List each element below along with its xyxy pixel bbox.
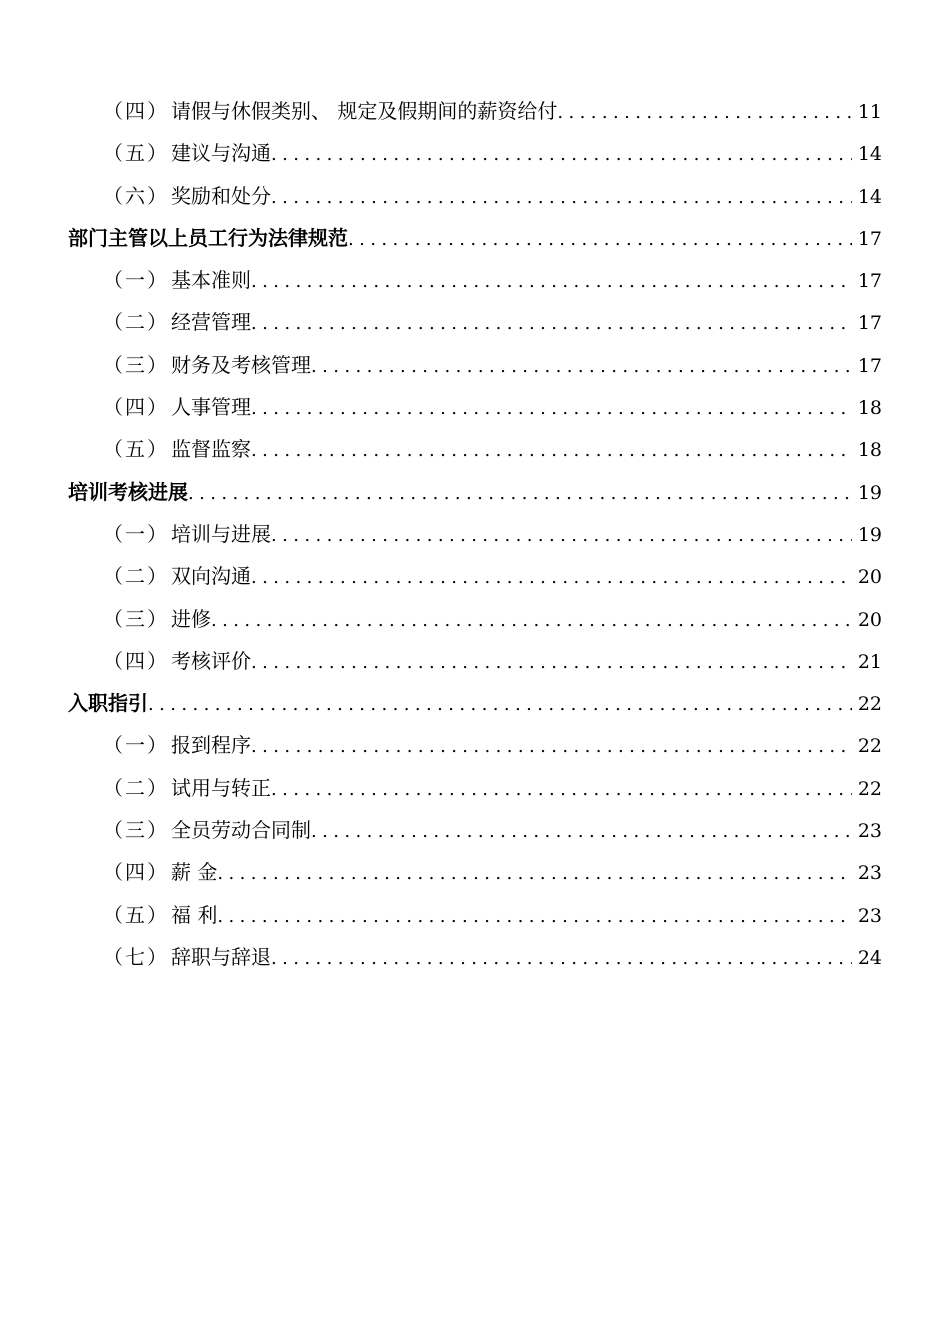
toc-entry[interactable] xyxy=(0,301,950,343)
toc-page-number: 22 xyxy=(857,735,882,758)
toc-entry-number: （四） xyxy=(103,395,169,420)
toc-dot-leader xyxy=(271,515,852,555)
toc-entry-title: 辞职与辞退 xyxy=(171,944,271,969)
toc-entry-title: 请假与休假类别、 规定及假期间的薪资给付 xyxy=(171,99,558,123)
toc-page-number: 24 xyxy=(857,946,882,969)
toc-page-number: 11 xyxy=(857,101,882,123)
toc-entry-number: （二） xyxy=(103,775,169,800)
toc-entry[interactable] xyxy=(0,175,950,217)
toc-page-number: 23 xyxy=(857,862,882,885)
toc-dot-leader xyxy=(348,219,852,259)
toc-entry-title: 监督监察 xyxy=(171,437,251,462)
toc-dot-leader xyxy=(188,473,852,513)
toc-entry-number: （五） xyxy=(103,437,169,462)
toc-entry-number: （六） xyxy=(103,183,169,208)
toc-page-number: 18 xyxy=(857,397,882,420)
toc-entry-number: （一） xyxy=(103,268,169,293)
toc-dot-leader xyxy=(251,430,852,470)
table-of-contents xyxy=(0,90,950,978)
toc-entry[interactable] xyxy=(0,386,950,428)
toc-entry[interactable] xyxy=(0,809,950,851)
toc-page-number: 23 xyxy=(857,904,882,927)
toc-page-number: 17 xyxy=(857,227,882,250)
toc-page-number: 22 xyxy=(857,777,882,800)
toc-entry-number: （三） xyxy=(103,606,169,631)
toc-page-number: 20 xyxy=(857,566,882,589)
toc-entry-number: （四） xyxy=(103,99,169,123)
toc-entry-number: （三） xyxy=(103,818,169,843)
toc-chapter-entry[interactable] xyxy=(0,682,950,724)
toc-dot-leader xyxy=(217,896,851,936)
toc-dot-leader xyxy=(251,557,852,597)
toc-page-number: 22 xyxy=(857,693,882,716)
toc-entry-number: （二） xyxy=(103,310,169,335)
toc-dot-leader xyxy=(217,853,851,893)
toc-page-number: 17 xyxy=(857,312,882,335)
toc-entry-title: 经营管理 xyxy=(171,310,251,335)
toc-page-number: 20 xyxy=(857,608,882,631)
toc-page-number: 14 xyxy=(857,143,882,166)
toc-entry-title: 财务及考核管理 xyxy=(171,352,311,377)
toc-entry[interactable] xyxy=(0,851,950,893)
toc-chapter-title: 入职指引 xyxy=(68,691,148,716)
toc-chapter-title: 培训考核进展 xyxy=(68,479,188,504)
toc-entry-number: （五） xyxy=(103,141,169,166)
toc-entry-title: 薪 金 xyxy=(171,860,218,885)
toc-entry-title: 培训与进展 xyxy=(171,521,271,546)
toc-entry-title: 双向沟通 xyxy=(171,564,251,589)
toc-entry[interactable] xyxy=(0,90,950,132)
toc-dot-leader xyxy=(311,346,852,386)
toc-dot-leader xyxy=(251,303,852,343)
toc-entry[interactable] xyxy=(0,344,950,386)
toc-entry[interactable] xyxy=(0,640,950,682)
toc-entry[interactable] xyxy=(0,598,950,640)
toc-dot-leader xyxy=(148,684,852,724)
toc-entry-title: 进修 xyxy=(171,606,211,631)
toc-entry[interactable] xyxy=(0,132,950,174)
toc-entry-title: 试用与转正 xyxy=(171,775,271,800)
toc-entry-title: 基本准则 xyxy=(171,268,251,293)
toc-chapter-entry[interactable] xyxy=(0,217,950,259)
toc-page-number: 19 xyxy=(857,523,882,546)
toc-entry[interactable] xyxy=(0,724,950,766)
toc-entry[interactable] xyxy=(0,894,950,936)
toc-entry[interactable] xyxy=(0,428,950,470)
toc-chapter-entry[interactable] xyxy=(0,471,950,513)
toc-dot-leader xyxy=(271,134,852,174)
toc-dot-leader xyxy=(311,811,852,851)
toc-entry-number: （五） xyxy=(103,902,169,927)
toc-entry-number: （七） xyxy=(103,944,169,969)
toc-dot-leader xyxy=(251,642,852,682)
toc-entry-number: （四） xyxy=(103,860,169,885)
toc-chapter-title: 部门主管以上员工行为法律规范 xyxy=(68,225,348,250)
toc-page-number: 21 xyxy=(857,650,882,673)
toc-entry-title: 考核评价 xyxy=(171,648,251,673)
toc-entry-number: （三） xyxy=(103,352,169,377)
toc-dot-leader xyxy=(251,726,852,766)
toc-entry-title: 报到程序 xyxy=(171,733,251,758)
toc-dot-leader xyxy=(271,769,852,809)
toc-entry[interactable] xyxy=(0,936,950,978)
toc-page-number: 18 xyxy=(857,439,882,462)
toc-entry-title: 建议与沟通 xyxy=(171,141,271,166)
toc-entry-title: 福 利 xyxy=(171,902,218,927)
toc-page-number: 14 xyxy=(857,185,882,208)
toc-entry[interactable] xyxy=(0,513,950,555)
toc-page-number: 19 xyxy=(857,481,882,504)
toc-entry-number: （一） xyxy=(103,521,169,546)
toc-dot-leader xyxy=(271,938,852,978)
toc-entry[interactable] xyxy=(0,767,950,809)
toc-page-number: 23 xyxy=(857,820,882,843)
toc-entry-title: 全员劳动合同制 xyxy=(171,818,311,843)
toc-entry[interactable] xyxy=(0,259,950,301)
toc-dot-leader xyxy=(271,177,852,217)
toc-entry-number: （二） xyxy=(103,564,169,589)
toc-page-number: 17 xyxy=(857,270,882,293)
toc-entry-number: （四） xyxy=(103,648,169,673)
toc-entry-title: 人事管理 xyxy=(171,395,251,420)
toc-dot-leader xyxy=(557,92,851,132)
toc-entry-number: （一） xyxy=(103,733,169,758)
toc-entry-title: 奖励和处分 xyxy=(171,183,271,208)
toc-entry[interactable] xyxy=(0,555,950,597)
toc-dot-leader xyxy=(251,388,852,428)
toc-dot-leader xyxy=(211,600,852,640)
toc-page-number: 17 xyxy=(857,354,882,377)
toc-dot-leader xyxy=(251,261,852,301)
